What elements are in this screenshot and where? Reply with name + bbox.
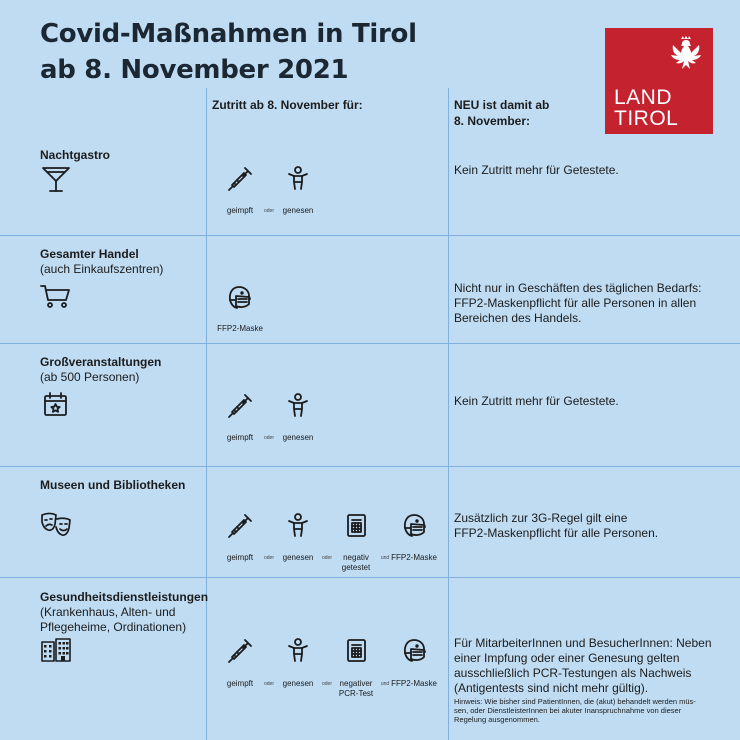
note-line: sen, oder DienstleisterInnen bei akuter Inanspruchnahme von dieser (454, 706, 682, 715)
connector-oder: oder (263, 555, 275, 561)
caption-genesen: genesen (282, 206, 314, 215)
header-access: Zutritt ab 8. November für: (212, 98, 363, 112)
connector-oder: oder (263, 435, 275, 441)
event-calendar-icon (43, 392, 69, 418)
buildings-icon (40, 637, 72, 663)
new-text-line: einer Impfung oder einer Genesung gelten (454, 651, 680, 665)
title-line-2: ab 8. November 2021 (40, 55, 349, 85)
caption-genesen: genesen (282, 553, 314, 562)
row-divider-1 (0, 235, 740, 236)
row-grossveranstaltungen-new: Kein Zutritt mehr für Getestete. (454, 394, 619, 408)
row-title: Nachtgastro (40, 148, 111, 162)
row-museen-label (40, 478, 185, 493)
cocktail-glass-icon (41, 166, 71, 194)
ffp2-mask-icon (226, 284, 254, 312)
row-subtitle: (auch Einkaufszentren) (40, 262, 164, 276)
row-title: Gesundheitsdienstleistungen (40, 590, 209, 604)
column-divider-1 (206, 88, 207, 740)
row-title: Gesamter Handel (40, 247, 139, 261)
header-new-line-1: NEU ist damit ab (454, 98, 550, 112)
row-nachtgastro-new: Kein Zutritt mehr für Getestete. (454, 163, 619, 177)
person-recovered-icon (286, 637, 310, 663)
note-line: Hinweis: Wie bisher sind PatientInnen, die (akut) behandelt werden müs- (454, 697, 696, 706)
caption-genesen: genesen (282, 433, 314, 442)
header-new (454, 97, 549, 129)
logo-text-land: LAND (614, 86, 673, 109)
person-recovered-icon (286, 392, 310, 418)
row-divider-4 (0, 577, 740, 578)
row-gesundheit-note (454, 697, 734, 724)
connector-und: und (380, 555, 390, 561)
row-handel-new (454, 281, 734, 326)
row-handel-label (40, 247, 163, 277)
logo-text-tirol: TIROL (614, 107, 679, 130)
caption-geimpft: geimpft (226, 679, 254, 688)
row-nachtgastro-label (40, 148, 110, 163)
new-text-line: FFP2-Maskenpflicht für alle Personen. (454, 526, 659, 540)
row-title: Museen und Bibliotheken (40, 478, 186, 492)
title-line-1: Covid-Maßnahmen in Tirol (40, 19, 417, 49)
syringe-icon (226, 637, 254, 665)
column-divider-2 (448, 88, 449, 740)
theater-masks-icon (40, 512, 72, 538)
caption-negativer-pcr-test (339, 679, 373, 699)
row-subtitle: (ab 500 Personen) (40, 370, 140, 384)
ffp2-mask-icon (401, 637, 429, 665)
caption-line: getestet (341, 563, 371, 572)
pcr-test-document-icon (344, 637, 370, 663)
caption-line: negativer (339, 679, 373, 688)
caption-ffp2-maske: FFP2-Maske (217, 324, 263, 333)
test-document-icon (344, 512, 370, 538)
connector-oder: oder (263, 681, 275, 687)
person-recovered-icon (286, 512, 310, 538)
row-grossveranstaltungen-label (40, 355, 161, 385)
connector-oder: oder (321, 555, 333, 561)
new-text-line: Bereichen des Handels. (454, 311, 582, 325)
syringe-icon (226, 165, 254, 193)
caption-genesen: genesen (282, 679, 314, 688)
new-text-line: Zusätzlich zur 3G-Regel gilt eine (454, 511, 628, 525)
new-text-line: Nicht nur in Geschäften des täglichen Bedarfs: (454, 281, 702, 295)
row-gesundheit-label (40, 590, 208, 635)
caption-line: PCR-Test (338, 689, 374, 698)
new-text-line: ausschließlich PCR-Testungen als Nachweis (454, 666, 692, 680)
land-tirol-logo (605, 28, 713, 134)
ffp2-mask-icon (401, 512, 429, 540)
row-subtitle: Pflegeheime, Ordinationen) (40, 620, 187, 634)
caption-line: negativ (343, 553, 369, 562)
row-subtitle: (Krankenhaus, Alten- und (40, 605, 176, 619)
shopping-cart-icon (40, 284, 72, 310)
row-museen-new (454, 511, 734, 541)
caption-geimpft: geimpft (226, 206, 254, 215)
caption-ffp2-maske: FFP2-Maske (391, 679, 437, 688)
connector-und: und (380, 681, 390, 687)
caption-negativ-getestet (342, 553, 370, 573)
new-text-line: Für MitarbeiterInnen und BesucherInnen: Neben (454, 636, 712, 650)
caption-geimpft: geimpft (226, 553, 254, 562)
row-gesundheit-new (454, 636, 734, 724)
row-divider-3 (0, 466, 740, 467)
row-title: Großveranstaltungen (40, 355, 162, 369)
connector-oder: oder (263, 208, 275, 214)
caption-ffp2-maske: FFP2-Maske (391, 553, 437, 562)
new-text-line: (Antigentests sind nicht mehr gültig). (454, 681, 649, 695)
new-text-line: FFP2-Maskenpflicht für alle Personen in allen (454, 296, 697, 310)
note-line: Regelung ausgenommen. (454, 715, 540, 724)
person-recovered-icon (286, 165, 310, 191)
page-title (40, 16, 417, 88)
syringe-icon (226, 512, 254, 540)
header-new-line-2: 8. November: (454, 114, 531, 128)
row-divider-2 (0, 343, 740, 344)
connector-oder: oder (321, 681, 333, 687)
syringe-icon (226, 392, 254, 420)
caption-geimpft: geimpft (226, 433, 254, 442)
tirol-eagle-icon (667, 36, 705, 76)
